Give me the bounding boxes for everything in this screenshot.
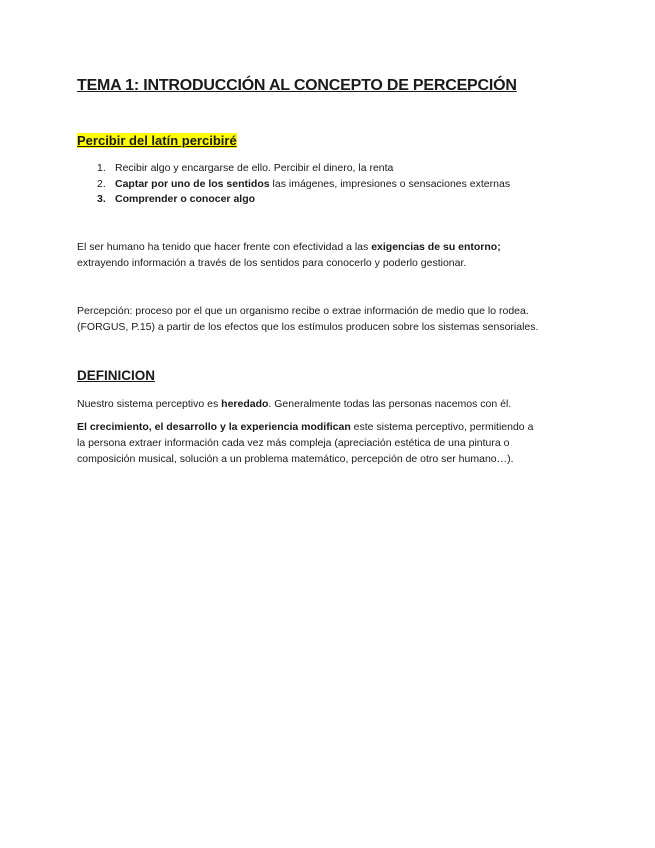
paragraph-text: composición musical, solución a un problema matemático, percepción de otro ser humano…).	[77, 453, 514, 465]
paragraph-text: la persona extraer información cada vez más compleja (apreciación estética de una pintura o	[77, 437, 510, 449]
paragraph-text: El ser humano ha tenido que hacer frente con efectividad a las	[77, 241, 372, 253]
paragraph-bold-text: la experiencia modifican	[228, 421, 351, 433]
paragraph-heredado	[77, 396, 587, 412]
list-item	[77, 161, 597, 177]
list-item	[77, 177, 597, 193]
paragraph-percepcion	[77, 303, 597, 335]
list-item	[77, 192, 597, 208]
list-number: 1.	[97, 162, 106, 174]
section-subtitle	[77, 133, 237, 148]
list-item-text: las imágenes, impresiones o sensaciones externas	[269, 177, 511, 190]
list-number: 2.	[97, 177, 106, 190]
paragraph-text: Nuestro sistema perceptivo es	[77, 398, 222, 410]
page-title: TEMA 1: INTRODUCCIÓN AL CONCEPTO DE PERCEPCIÓN	[77, 77, 517, 94]
paragraph-text: este sistema perceptivo, permitiendo a	[350, 421, 534, 433]
list-item-bold-text: Comprender o conocer algo	[115, 193, 256, 205]
paragraph-text: Percepción: proceso por el que un organismo recibe o extrae información de medio que lo rodea.	[77, 305, 529, 317]
meanings-list	[77, 161, 597, 208]
paragraph-bold-text: ,	[148, 421, 155, 433]
paragraph-bold-text: exigencias de su entorno;	[371, 241, 501, 253]
paragraph-text: (FORGUS, P.15) a partir de los efectos que los estímulos producen sobre los sistemas sensoriales.	[77, 321, 539, 333]
list-item-bold-text: Captar por uno de los sentidos	[115, 177, 270, 190]
paragraph-bold-text: el desarrollo	[154, 421, 218, 433]
list-number: 3.	[97, 193, 106, 205]
highlighted-subtitle: Percibir del latín percibiré	[77, 133, 237, 148]
paragraph-entorno	[77, 239, 587, 271]
paragraph-bold-text: heredado	[221, 398, 269, 410]
paragraph-crecimiento	[77, 419, 587, 467]
paragraph-text: extrayendo información a través de los sentidos para conocerlo y poderlo gestionar.	[77, 257, 467, 269]
paragraph-bold-text: El crecimiento	[77, 421, 149, 433]
list-item-text: Recibir algo y encargarse de ello. Percibir el dinero, la renta	[115, 162, 394, 174]
paragraph-text: . Generalmente todas las personas nacemos con él.	[268, 398, 512, 410]
paragraph-bold-text: y	[217, 421, 229, 433]
definicion-heading: DEFINICION	[77, 368, 156, 383]
